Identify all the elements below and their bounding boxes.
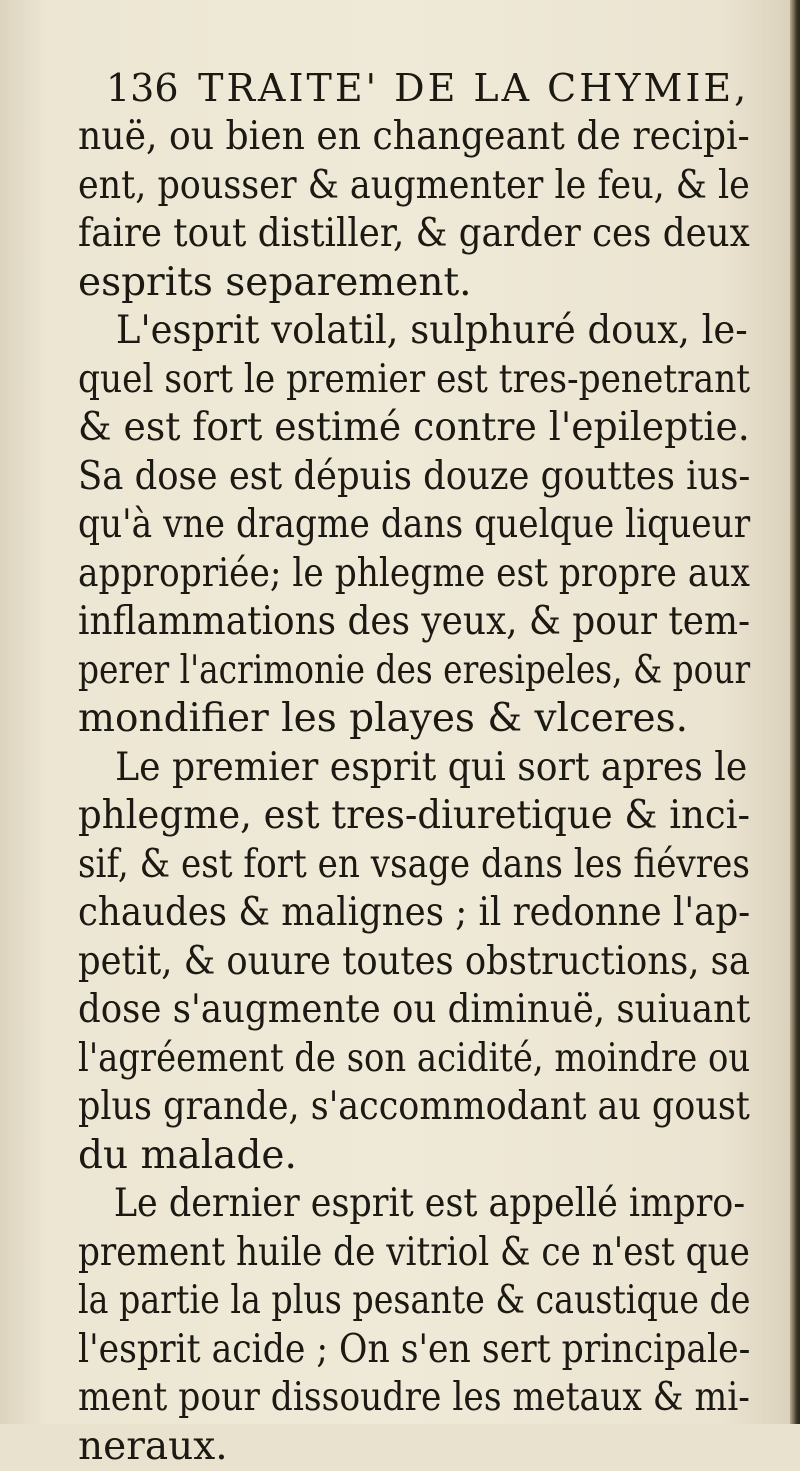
text-line: la partie la plus pesante & caustique de	[78, 1277, 658, 1326]
text-line: l'esprit acide ; On s'en sert principale-	[78, 1326, 682, 1375]
text-line: mondifier les playes & vlceres.	[78, 695, 758, 744]
text-line: petit, & ouure toutes obstructions, sa	[78, 938, 694, 987]
text-line: esprits separement.	[78, 259, 758, 308]
running-header	[106, 60, 746, 116]
text-line: dose s'augmente ou diminuë, suiuant	[78, 986, 698, 1035]
text-line: appropriée; le phlegme est propre aux	[78, 550, 678, 599]
text-line: faire tout distiller, & garder ces deux	[78, 210, 700, 259]
text-line: prement huile de vitriol & ce n'est que	[78, 1229, 675, 1278]
text-line: & est fort estimé contre l'epileptie.	[78, 404, 736, 453]
text-line: quel sort le premier est tres-penetrant	[78, 356, 677, 405]
text-line: neraux.	[78, 1423, 758, 1471]
text-line: phlegme, est tres-diuretique & inci-	[78, 792, 724, 841]
text-line: perer l'acrimonie des eresipeles, & pour	[78, 647, 650, 696]
text-line: ent, pousser & augmenter le feu, & le	[78, 162, 687, 211]
text-line: nuë, ou bien en changeant de recipi-	[78, 113, 708, 162]
text-line: plus grande, s'accommodant au goust	[78, 1083, 687, 1132]
book-gutter	[790, 0, 800, 1424]
page-number: 136	[106, 60, 186, 116]
text-line: Sa dose est dépuis douze gouttes ius-	[78, 453, 695, 502]
paragraph-start-line: Le dernier esprit est appellé impro-	[78, 1180, 687, 1229]
text-line: chaudes & malignes ; il redonne l'ap-	[78, 889, 698, 938]
text-line: ment pour dissoudre les metaux & mi-	[78, 1374, 680, 1423]
text-line: sif, & est fort en vsage dans les fiévres	[78, 841, 674, 890]
body-text	[78, 113, 758, 1471]
text-line: l'agréement de son acidité, moindre ou	[78, 1035, 668, 1084]
text-line: qu'à vne dragme dans quelque liqueur	[78, 501, 678, 550]
paragraph-start-line: Le premier esprit qui sort apres le	[78, 744, 708, 793]
paragraph-start-line: L'esprit volatil, sulphuré doux, le-	[78, 307, 723, 356]
running-title: TRAITE' DE LA CHYMIE,	[198, 66, 749, 110]
text-line: inflammations des yeux, & pour tem-	[78, 598, 703, 647]
text-line: du malade.	[78, 1132, 758, 1181]
